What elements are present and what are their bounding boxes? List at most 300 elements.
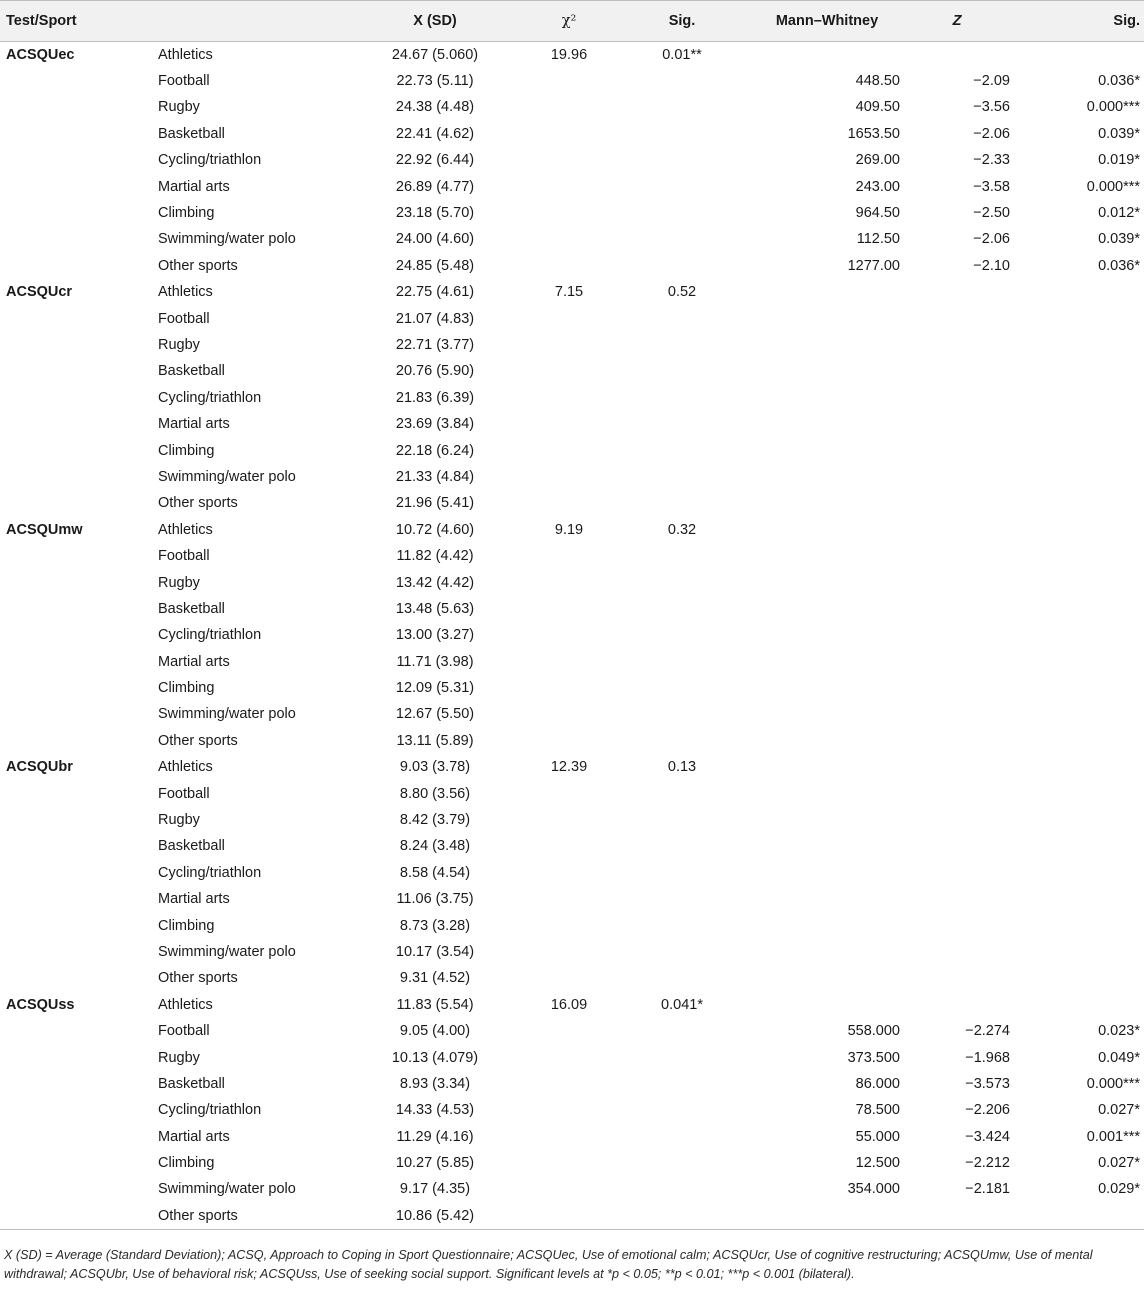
- sig-2-cell: 0.012*: [1098, 205, 1140, 222]
- sig-cell: [612, 939, 752, 965]
- z-cell: [902, 42, 1012, 68]
- sig-cell: [612, 886, 752, 912]
- sig-2-cell: [1012, 385, 1144, 411]
- table-row: [0, 860, 1144, 886]
- sport-cell: Swimming/water polo: [158, 706, 296, 723]
- sig-2-cell: 0.039*: [1098, 125, 1140, 142]
- test-cell: [0, 305, 158, 331]
- test-cell: [0, 437, 158, 463]
- xsd-cell: 13.48 (5.63): [395, 600, 475, 617]
- chi-square-cell: [526, 1018, 612, 1044]
- test-cell: [0, 1071, 158, 1097]
- sport-cell: Basketball: [158, 600, 225, 617]
- header-sig-2: Sig.: [1012, 1, 1144, 42]
- xsd-cell: 14.33 (4.53): [395, 1102, 475, 1119]
- test-cell: [0, 939, 158, 965]
- table-row: [0, 754, 1144, 780]
- sig-cell: [612, 807, 752, 833]
- mann-whitney-cell: [752, 860, 902, 886]
- sig-2-cell: [1012, 728, 1144, 754]
- table-row: [0, 437, 1144, 463]
- test-cell: [0, 1150, 158, 1176]
- xsd-cell: 10.13 (4.079): [391, 1049, 479, 1066]
- sport-cell: Climbing: [158, 917, 215, 934]
- mann-whitney-cell: [752, 701, 902, 727]
- test-cell: [0, 200, 158, 226]
- mann-whitney-cell: [752, 754, 902, 780]
- sig-2-cell: 0.039*: [1098, 231, 1140, 248]
- z-cell: −2.09: [973, 73, 1010, 90]
- sig-cell: 0.13: [667, 759, 697, 776]
- sig-2-cell: [1012, 965, 1144, 991]
- sport-cell: Basketball: [158, 1075, 225, 1092]
- sport-cell: Climbing: [158, 680, 215, 697]
- z-cell: −3.56: [973, 99, 1010, 116]
- table-row: [0, 332, 1144, 358]
- sig-2-cell: [1012, 543, 1144, 569]
- z-cell: [902, 939, 1012, 965]
- mann-whitney-cell: [752, 358, 902, 384]
- sig-2-cell: [1012, 279, 1144, 305]
- z-cell: [902, 728, 1012, 754]
- mann-whitney-cell: [752, 596, 902, 622]
- table-row: [0, 173, 1144, 199]
- sig-cell: 0.32: [667, 521, 697, 538]
- sport-cell: Swimming/water polo: [158, 231, 296, 248]
- mann-whitney-cell: [752, 385, 902, 411]
- sig-cell: [612, 305, 752, 331]
- sig-cell: [612, 833, 752, 859]
- z-cell: [902, 701, 1012, 727]
- mann-whitney-cell: [752, 490, 902, 516]
- test-cell: [0, 68, 158, 94]
- chi-square-cell: [526, 94, 612, 120]
- mann-whitney-cell: 55.000: [855, 1128, 900, 1145]
- mann-whitney-cell: 448.50: [855, 73, 900, 90]
- sport-cell: Football: [158, 1023, 210, 1040]
- test-cell: [0, 860, 158, 886]
- mann-whitney-cell: [752, 728, 902, 754]
- table-row: [0, 358, 1144, 384]
- chi-square-cell: [526, 596, 612, 622]
- sig-cell: [612, 94, 752, 120]
- sport-cell: Martial arts: [158, 891, 230, 908]
- sport-cell: Martial arts: [158, 416, 230, 433]
- sig-cell: [612, 728, 752, 754]
- sig-cell: [612, 411, 752, 437]
- z-cell: [902, 464, 1012, 490]
- sig-2-cell: 0.000***: [1086, 178, 1140, 195]
- z-cell: −2.50: [973, 205, 1010, 222]
- sig-cell: [612, 385, 752, 411]
- mann-whitney-cell: [752, 543, 902, 569]
- mann-whitney-cell: 12.500: [855, 1155, 900, 1172]
- mann-whitney-cell: [752, 675, 902, 701]
- test-cell: [0, 569, 158, 595]
- sport-cell: Climbing: [158, 442, 215, 459]
- z-cell: [902, 332, 1012, 358]
- chi-square-cell: [526, 886, 612, 912]
- xsd-cell: 11.71 (3.98): [396, 653, 474, 670]
- sig-2-cell: 0.036*: [1098, 73, 1140, 90]
- xsd-cell: 11.06 (3.75): [396, 891, 474, 908]
- sig-2-cell: [1012, 992, 1144, 1018]
- table-row: [0, 305, 1144, 331]
- sig-2-cell: 0.019*: [1098, 152, 1140, 169]
- sig-cell: [612, 1071, 752, 1097]
- sig-2-cell: [1012, 912, 1144, 938]
- mann-whitney-cell: [752, 833, 902, 859]
- sport-cell: Martial arts: [158, 653, 230, 670]
- test-cell: [0, 780, 158, 806]
- table-row: [0, 807, 1144, 833]
- sig-2-cell: [1012, 807, 1144, 833]
- header-z: Z: [902, 1, 1012, 42]
- chi-square-cell: [526, 569, 612, 595]
- xsd-cell: 8.80 (3.56): [399, 785, 471, 802]
- table-row: [0, 1203, 1144, 1229]
- table-row: [0, 1071, 1144, 1097]
- table-row: [0, 279, 1144, 305]
- test-cell: ACSQUec: [6, 46, 75, 63]
- xsd-cell: 26.89 (4.77): [395, 178, 475, 195]
- xsd-cell: 9.31 (4.52): [399, 970, 471, 987]
- test-cell: [0, 596, 158, 622]
- chi-square-cell: [526, 1044, 612, 1070]
- sport-cell: Rugby: [158, 812, 200, 829]
- z-cell: [902, 543, 1012, 569]
- z-cell: −3.424: [965, 1128, 1010, 1145]
- sport-cell: Football: [158, 548, 210, 565]
- sport-cell: Athletics: [158, 284, 213, 301]
- chi-square-cell: [526, 807, 612, 833]
- z-cell: [902, 860, 1012, 886]
- xsd-cell: 22.73 (5.11): [396, 73, 474, 90]
- xsd-cell: 9.17 (4.35): [399, 1181, 471, 1198]
- table-row: [0, 728, 1144, 754]
- sport-cell: Rugby: [158, 574, 200, 591]
- xsd-cell: 22.41 (4.62): [395, 125, 475, 142]
- mann-whitney-cell: [752, 305, 902, 331]
- test-cell: [0, 121, 158, 147]
- sig-cell: [612, 1018, 752, 1044]
- z-cell: [902, 517, 1012, 543]
- table-row: [0, 701, 1144, 727]
- table-row: [0, 226, 1144, 252]
- xsd-cell: 13.00 (3.27): [395, 627, 475, 644]
- sport-cell: Rugby: [158, 99, 200, 116]
- sport-cell: Football: [158, 73, 210, 90]
- test-cell: [0, 1176, 158, 1202]
- chi-square-cell: [526, 912, 612, 938]
- sig-cell: [612, 226, 752, 252]
- z-cell: [902, 912, 1012, 938]
- table-row: [0, 648, 1144, 674]
- sig-2-cell: [1012, 1203, 1144, 1229]
- xsd-cell: 13.42 (4.42): [395, 574, 475, 591]
- table-row: [0, 385, 1144, 411]
- table-row: [0, 886, 1144, 912]
- table-row: [0, 42, 1144, 68]
- table-row: [0, 411, 1144, 437]
- chi-square-cell: [526, 622, 612, 648]
- table-row: [0, 596, 1144, 622]
- mann-whitney-cell: 558.000: [847, 1023, 900, 1040]
- z-cell: [902, 622, 1012, 648]
- test-cell: [0, 226, 158, 252]
- test-cell: [0, 253, 158, 279]
- z-cell: [902, 305, 1012, 331]
- z-cell: [902, 437, 1012, 463]
- chi-square-cell: [526, 780, 612, 806]
- header-row: [0, 1, 1144, 42]
- test-cell: ACSQUcr: [6, 284, 73, 301]
- xsd-cell: 22.18 (6.24): [395, 442, 475, 459]
- sport-cell: Other sports: [158, 970, 238, 987]
- sport-cell: Cycling/triathlon: [158, 1102, 262, 1119]
- xsd-cell: 8.42 (3.79): [399, 812, 471, 829]
- sig-2-cell: [1012, 569, 1144, 595]
- table-row: [0, 94, 1144, 120]
- sig-2-cell: [1012, 332, 1144, 358]
- z-cell: −3.58: [973, 178, 1010, 195]
- chi-square-cell: [526, 411, 612, 437]
- sig-2-cell: [1012, 886, 1144, 912]
- sig-2-cell: [1012, 622, 1144, 648]
- mann-whitney-cell: 86.000: [855, 1075, 900, 1092]
- sig-cell: [612, 596, 752, 622]
- mann-whitney-cell: [752, 411, 902, 437]
- sport-cell: Martial arts: [158, 1128, 230, 1145]
- header-spacer: [158, 1, 344, 42]
- z-cell: [902, 279, 1012, 305]
- sig-cell: 0.041*: [661, 996, 703, 1013]
- sig-2-cell: [1012, 701, 1144, 727]
- chi-square-cell: [526, 701, 612, 727]
- mann-whitney-cell: [752, 464, 902, 490]
- sig-cell: [612, 1124, 752, 1150]
- table-row: [0, 1044, 1144, 1070]
- sig-cell: [612, 965, 752, 991]
- test-cell: ACSQUmw: [6, 521, 83, 538]
- sig-cell: [612, 1203, 752, 1229]
- z-cell: −2.212: [965, 1155, 1010, 1172]
- xsd-cell: 8.73 (3.28): [399, 917, 471, 934]
- header-sig: Sig.: [612, 1, 752, 42]
- sig-2-cell: [1012, 833, 1144, 859]
- sig-cell: [612, 912, 752, 938]
- sig-2-cell: [1012, 860, 1144, 886]
- chi-square-cell: [526, 1124, 612, 1150]
- header-mann-whitney: Mann–Whitney: [752, 1, 902, 42]
- test-cell: [0, 886, 158, 912]
- xsd-cell: 9.03 (3.78): [399, 759, 471, 776]
- mann-whitney-cell: 1277.00: [847, 257, 900, 274]
- test-cell: [0, 94, 158, 120]
- test-cell: [0, 1124, 158, 1150]
- xsd-cell: 10.17 (3.54): [395, 943, 475, 960]
- sig-cell: [612, 860, 752, 886]
- test-cell: [0, 385, 158, 411]
- test-cell: [0, 1203, 158, 1229]
- sig-2-cell: 0.027*: [1098, 1155, 1140, 1172]
- sig-2-cell: [1012, 305, 1144, 331]
- sig-cell: [612, 648, 752, 674]
- table-row: [0, 200, 1144, 226]
- sport-cell: Swimming/water polo: [158, 1181, 296, 1198]
- xsd-cell: 21.96 (5.41): [395, 495, 475, 512]
- mann-whitney-cell: [752, 437, 902, 463]
- xsd-cell: 20.76 (5.90): [395, 363, 475, 380]
- sig-cell: 0.52: [667, 284, 697, 301]
- z-cell: [902, 992, 1012, 1018]
- chi-square-cell: 16.09: [550, 996, 588, 1013]
- xsd-cell: 12.09 (5.31): [395, 680, 475, 697]
- sport-cell: Rugby: [158, 336, 200, 353]
- z-cell: [902, 754, 1012, 780]
- table-header: [0, 1, 1144, 42]
- sig-cell: 0.01**: [662, 46, 702, 63]
- xsd-cell: 8.24 (3.48): [399, 838, 471, 855]
- table-row: [0, 622, 1144, 648]
- sig-cell: [612, 464, 752, 490]
- header-xsd: X (SD): [344, 1, 526, 42]
- z-cell: −2.33: [973, 152, 1010, 169]
- table-row: [0, 780, 1144, 806]
- sport-cell: Cycling/triathlon: [158, 864, 262, 881]
- chi-square-cell: [526, 68, 612, 94]
- sport-cell: Basketball: [158, 125, 225, 142]
- sig-cell: [612, 200, 752, 226]
- chi-square-cell: 9.19: [554, 521, 584, 538]
- table-row: [0, 912, 1144, 938]
- z-cell: [902, 1203, 1012, 1229]
- z-cell: −1.968: [965, 1049, 1010, 1066]
- z-cell: [902, 833, 1012, 859]
- header-chi-square: χ²: [526, 1, 612, 42]
- test-cell: [0, 464, 158, 490]
- table-row: [0, 1018, 1144, 1044]
- xsd-cell: 8.58 (4.54): [399, 864, 471, 881]
- sig-2-cell: 0.000***: [1086, 99, 1140, 116]
- z-cell: −3.573: [965, 1075, 1010, 1092]
- sig-cell: [612, 147, 752, 173]
- xsd-cell: 10.72 (4.60): [395, 521, 475, 538]
- z-cell: [902, 780, 1012, 806]
- table-row: [0, 675, 1144, 701]
- sig-2-cell: 0.001***: [1086, 1128, 1140, 1145]
- sport-cell: Cycling/triathlon: [158, 389, 262, 406]
- chi-square-cell: [526, 648, 612, 674]
- test-cell: [0, 490, 158, 516]
- test-cell: [0, 358, 158, 384]
- z-cell: −2.181: [965, 1181, 1010, 1198]
- sig-cell: [612, 543, 752, 569]
- xsd-cell: 23.18 (5.70): [395, 205, 475, 222]
- table-row: [0, 121, 1144, 147]
- xsd-cell: 11.83 (5.54): [396, 996, 474, 1013]
- sport-cell: Other sports: [158, 1203, 344, 1229]
- table-row: [0, 992, 1144, 1018]
- xsd-cell: 21.07 (4.83): [395, 310, 475, 327]
- test-cell: ACSQUbr: [6, 759, 73, 776]
- table-row: [0, 464, 1144, 490]
- xsd-cell: 24.00 (4.60): [395, 231, 475, 248]
- sig-2-cell: [1012, 358, 1144, 384]
- mann-whitney-cell: [752, 332, 902, 358]
- mann-whitney-cell: 409.50: [855, 99, 900, 116]
- sport-cell: Athletics: [158, 521, 213, 538]
- xsd-cell: 11.29 (4.16): [396, 1128, 474, 1145]
- sig-2-cell: [1012, 596, 1144, 622]
- mann-whitney-cell: 354.000: [847, 1181, 900, 1198]
- sig-cell: [612, 701, 752, 727]
- xsd-cell: 24.67 (5.060): [391, 46, 479, 63]
- mann-whitney-cell: [752, 912, 902, 938]
- z-cell: −2.06: [973, 231, 1010, 248]
- sig-cell: [612, 437, 752, 463]
- sig-2-cell: 0.027*: [1098, 1102, 1140, 1119]
- xsd-cell: 21.83 (6.39): [395, 389, 475, 406]
- xsd-cell: 10.27 (5.85): [395, 1155, 475, 1172]
- z-cell: [902, 358, 1012, 384]
- table-row: [0, 1150, 1144, 1176]
- sig-cell: [612, 1044, 752, 1070]
- mann-whitney-cell: [752, 622, 902, 648]
- sig-2-cell: [1012, 939, 1144, 965]
- header-test-sport: Test/Sport: [0, 1, 158, 42]
- xsd-cell: 22.92 (6.44): [395, 152, 475, 169]
- chi-square-cell: 7.15: [554, 284, 584, 301]
- sig-2-cell: [1012, 517, 1144, 543]
- sig-2-cell: 0.000***: [1086, 1075, 1140, 1092]
- sport-cell: Football: [158, 785, 210, 802]
- z-cell: −2.10: [973, 257, 1010, 274]
- test-cell: [0, 543, 158, 569]
- sig-2-cell: [1012, 464, 1144, 490]
- xsd-cell: 12.67 (5.50): [395, 706, 475, 723]
- table-footnote: X (SD) = Average (Standard Deviation); ACSQ, Approach to Coping in Sport Questionnaire; ACSQUec, Use of emotional calm; ACSQUcr, Use of cognitive restructuring; ACSQUmw, Use of mental withdrawal; ACSQUbr, Use of behavioral risk; ACSQUss, Use of seeking social support. Significant levels at *p < 0.05; **p < 0.01; ***p < 0.001 (bilateral).: [4, 1248, 1093, 1281]
- mann-whitney-cell: [752, 279, 902, 305]
- chi-square-cell: [526, 965, 612, 991]
- mann-whitney-cell: [752, 569, 902, 595]
- sig-2-cell: 0.029*: [1098, 1181, 1140, 1198]
- sport-cell: Basketball: [158, 838, 225, 855]
- chi-square-cell: [526, 490, 612, 516]
- mann-whitney-cell: 78.500: [855, 1102, 900, 1119]
- test-cell: [0, 912, 158, 938]
- mann-whitney-cell: 112.50: [856, 231, 900, 248]
- xsd-cell: 23.69 (3.84): [395, 416, 475, 433]
- chi-square-cell: [526, 305, 612, 331]
- table-row: [0, 1097, 1144, 1123]
- z-cell: [902, 675, 1012, 701]
- test-cell: [0, 622, 158, 648]
- sport-cell: Other sports: [158, 495, 238, 512]
- chi-square-cell: [526, 200, 612, 226]
- sport-cell: Other sports: [158, 257, 238, 274]
- mann-whitney-cell: [752, 517, 902, 543]
- chi-square-cell: 19.96: [550, 46, 588, 63]
- mann-whitney-cell: [752, 648, 902, 674]
- xsd-cell: 21.33 (4.84): [395, 468, 475, 485]
- test-cell: ACSQUss: [6, 996, 75, 1013]
- sig-cell: [612, 358, 752, 384]
- chi-square-cell: [526, 1097, 612, 1123]
- sig-2-cell: 0.023*: [1098, 1023, 1140, 1040]
- chi-square-cell: [526, 1176, 612, 1202]
- sport-cell: Swimming/water polo: [158, 943, 296, 960]
